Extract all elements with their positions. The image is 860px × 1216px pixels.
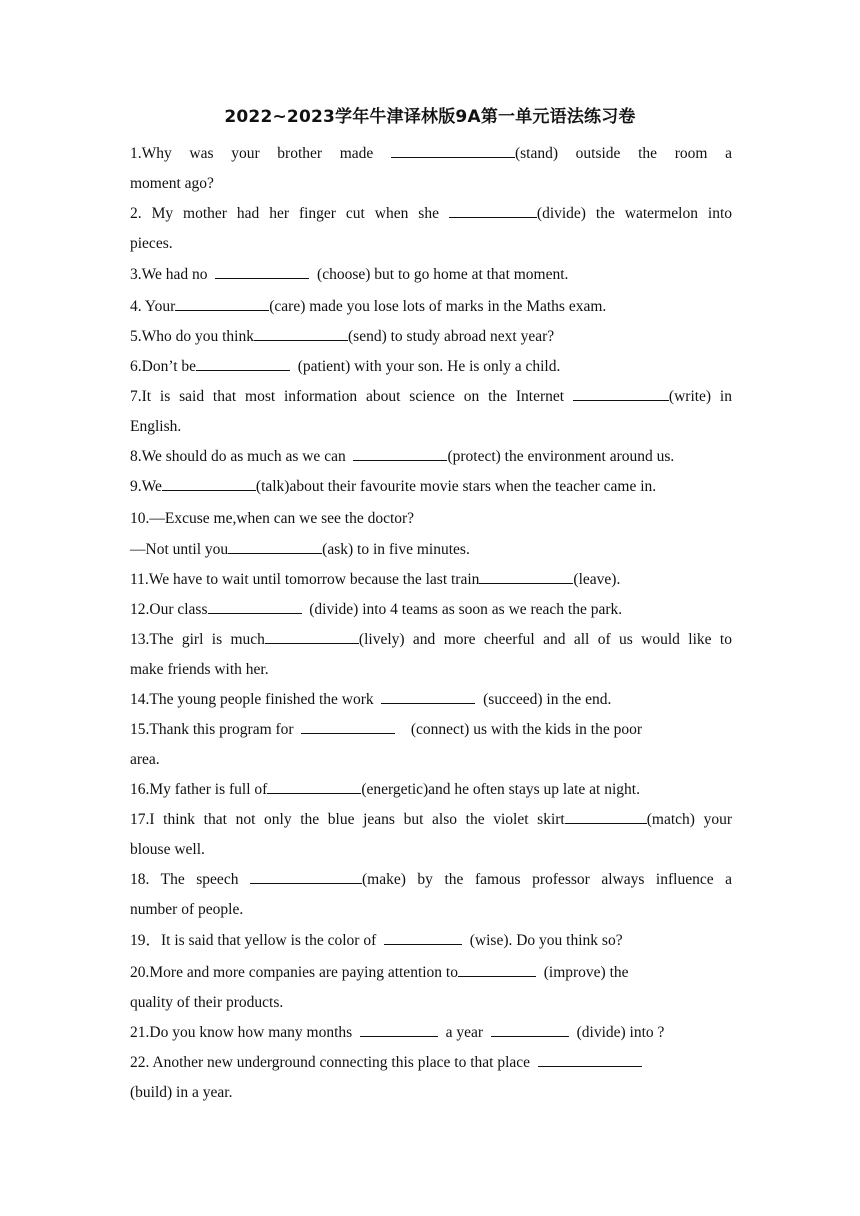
question-text: (connect) us with the kids in the poor bbox=[410, 721, 642, 738]
question-16 bbox=[130, 778, 640, 802]
question-text: (make) by the famous professor always influence a bbox=[362, 871, 733, 888]
question-text: (ask) to in five minutes. bbox=[322, 541, 470, 558]
question-text: 15.Thank this program for bbox=[130, 721, 294, 738]
question-text: 16.My father is full of bbox=[130, 781, 268, 798]
question-text: (stand) outside the room a bbox=[514, 145, 732, 162]
question-text: 2. My mother had her finger cut when she bbox=[130, 205, 439, 222]
question-text: 19．It is said that yellow is the color of bbox=[130, 932, 377, 949]
question-3 bbox=[130, 263, 568, 287]
question-15-continued: area. bbox=[130, 751, 160, 768]
answer-blank[interactable] bbox=[565, 809, 647, 824]
question-text: 4. Your bbox=[130, 298, 176, 315]
answer-blank[interactable] bbox=[162, 476, 256, 491]
question-17-continued: blouse well. bbox=[130, 841, 205, 858]
question-text: (improve) the bbox=[543, 964, 629, 981]
answer-blank[interactable] bbox=[384, 930, 462, 945]
question-10: 10.—Excuse me,when can we see the doctor? bbox=[130, 510, 415, 527]
question-text: (talk)about their favourite movie stars when the teacher came in. bbox=[255, 478, 657, 495]
question-text: 9.We bbox=[130, 478, 162, 495]
question-text: (write) in bbox=[668, 388, 732, 405]
answer-blank[interactable] bbox=[449, 203, 537, 218]
question-4 bbox=[130, 295, 606, 319]
question-text: 18. The speech bbox=[130, 871, 239, 888]
question-text: (wise). Do you think so? bbox=[469, 932, 623, 949]
question-13-continued: make friends with her. bbox=[130, 661, 269, 678]
question-text: 20.More and more companies are paying attention to bbox=[130, 964, 458, 981]
question-text: (divide) the watermelon into bbox=[536, 205, 733, 222]
question-14 bbox=[130, 688, 611, 712]
question-2 bbox=[130, 202, 732, 226]
question-1 bbox=[130, 142, 732, 166]
question-text: 11.We have to wait until tomorrow because the last train bbox=[130, 571, 480, 588]
question-7 bbox=[130, 385, 732, 409]
question-text: (choose) but to go home at that moment. bbox=[317, 266, 569, 283]
question-20-continued: quality of their products. bbox=[130, 994, 284, 1011]
answer-blank[interactable] bbox=[208, 599, 302, 614]
question-7-continued: English. bbox=[130, 418, 182, 435]
question-22-continued: (build) in a year. bbox=[130, 1084, 233, 1101]
question-1-continued: moment ago? bbox=[130, 175, 214, 192]
question-text: (send) to study abroad next year? bbox=[348, 328, 555, 345]
question-text: 5.Who do you think bbox=[130, 328, 254, 345]
answer-blank[interactable] bbox=[491, 1022, 569, 1037]
question-text: (leave). bbox=[573, 571, 621, 588]
question-11 bbox=[130, 568, 620, 592]
question-text: 12.Our class bbox=[130, 601, 208, 618]
question-text: —Not until you bbox=[130, 541, 229, 558]
question-text: (succeed) in the end. bbox=[483, 691, 612, 708]
question-2-continued: pieces. bbox=[130, 235, 173, 252]
answer-blank[interactable] bbox=[215, 264, 309, 279]
answer-blank[interactable] bbox=[265, 629, 359, 644]
question-text: 13.The girl is much bbox=[130, 631, 265, 648]
question-12 bbox=[130, 598, 622, 622]
answer-blank[interactable] bbox=[458, 962, 536, 977]
question-17 bbox=[130, 808, 732, 832]
question-text: (divide) into 4 teams as soon as we reach the park. bbox=[309, 601, 623, 618]
question-13 bbox=[130, 628, 732, 652]
question-text: (patient) with your son. He is only a child. bbox=[297, 358, 561, 375]
question-text: 6.Don’t be bbox=[130, 358, 197, 375]
question-20 bbox=[130, 961, 629, 985]
question-text: 7.It is said that most information about science on the Internet bbox=[130, 388, 565, 405]
question-text: 17.I think that not only the blue jeans but also the violet skirt bbox=[130, 811, 565, 828]
question-18 bbox=[130, 868, 732, 892]
question-9 bbox=[130, 475, 656, 499]
question-text: (lively) and more cheerful and all of us would like to bbox=[358, 631, 732, 648]
question-text: (energetic)and he often stays up late at night. bbox=[361, 781, 640, 798]
page-title: 2022~2023学年牛津译林版9A第一单元语法练习卷 bbox=[224, 107, 636, 127]
answer-blank[interactable] bbox=[573, 386, 669, 401]
answer-blank[interactable] bbox=[381, 689, 475, 704]
question-19 bbox=[130, 929, 623, 953]
question-5 bbox=[130, 325, 554, 349]
answer-blank[interactable] bbox=[250, 869, 362, 884]
question-text: a year bbox=[445, 1024, 484, 1041]
answer-blank[interactable] bbox=[175, 296, 269, 311]
question-text: 3.We had no bbox=[130, 266, 208, 283]
question-text: (care) made you lose lots of marks in the Maths exam. bbox=[269, 298, 607, 315]
question-text: 14.The young people finished the work bbox=[130, 691, 374, 708]
question-text: (match) your bbox=[646, 811, 732, 828]
question-18-continued: number of people. bbox=[130, 901, 244, 918]
question-15 bbox=[130, 718, 642, 742]
answer-blank[interactable] bbox=[391, 143, 515, 158]
question-text: 21.Do you know how many months bbox=[130, 1024, 353, 1041]
question-text: (divide) into ? bbox=[576, 1024, 665, 1041]
question-6 bbox=[130, 355, 560, 379]
question-text: 22. Another new underground connecting this place to that place bbox=[130, 1054, 531, 1071]
question-21 bbox=[130, 1021, 664, 1045]
question-22 bbox=[130, 1051, 642, 1075]
question-text: 8.We should do as much as we can bbox=[130, 448, 346, 465]
answer-blank[interactable] bbox=[538, 1052, 642, 1067]
answer-blank[interactable] bbox=[479, 569, 573, 584]
answer-blank[interactable] bbox=[301, 719, 395, 734]
answer-blank[interactable] bbox=[360, 1022, 438, 1037]
question-10-response bbox=[130, 538, 470, 562]
answer-blank[interactable] bbox=[196, 356, 290, 371]
question-text: (protect) the environment around us. bbox=[447, 448, 675, 465]
answer-blank[interactable] bbox=[353, 446, 447, 461]
question-text: 1.Why was your brother made bbox=[130, 145, 374, 162]
answer-blank[interactable] bbox=[267, 779, 361, 794]
answer-blank[interactable] bbox=[228, 539, 322, 554]
question-8 bbox=[130, 445, 674, 469]
answer-blank[interactable] bbox=[254, 326, 348, 341]
